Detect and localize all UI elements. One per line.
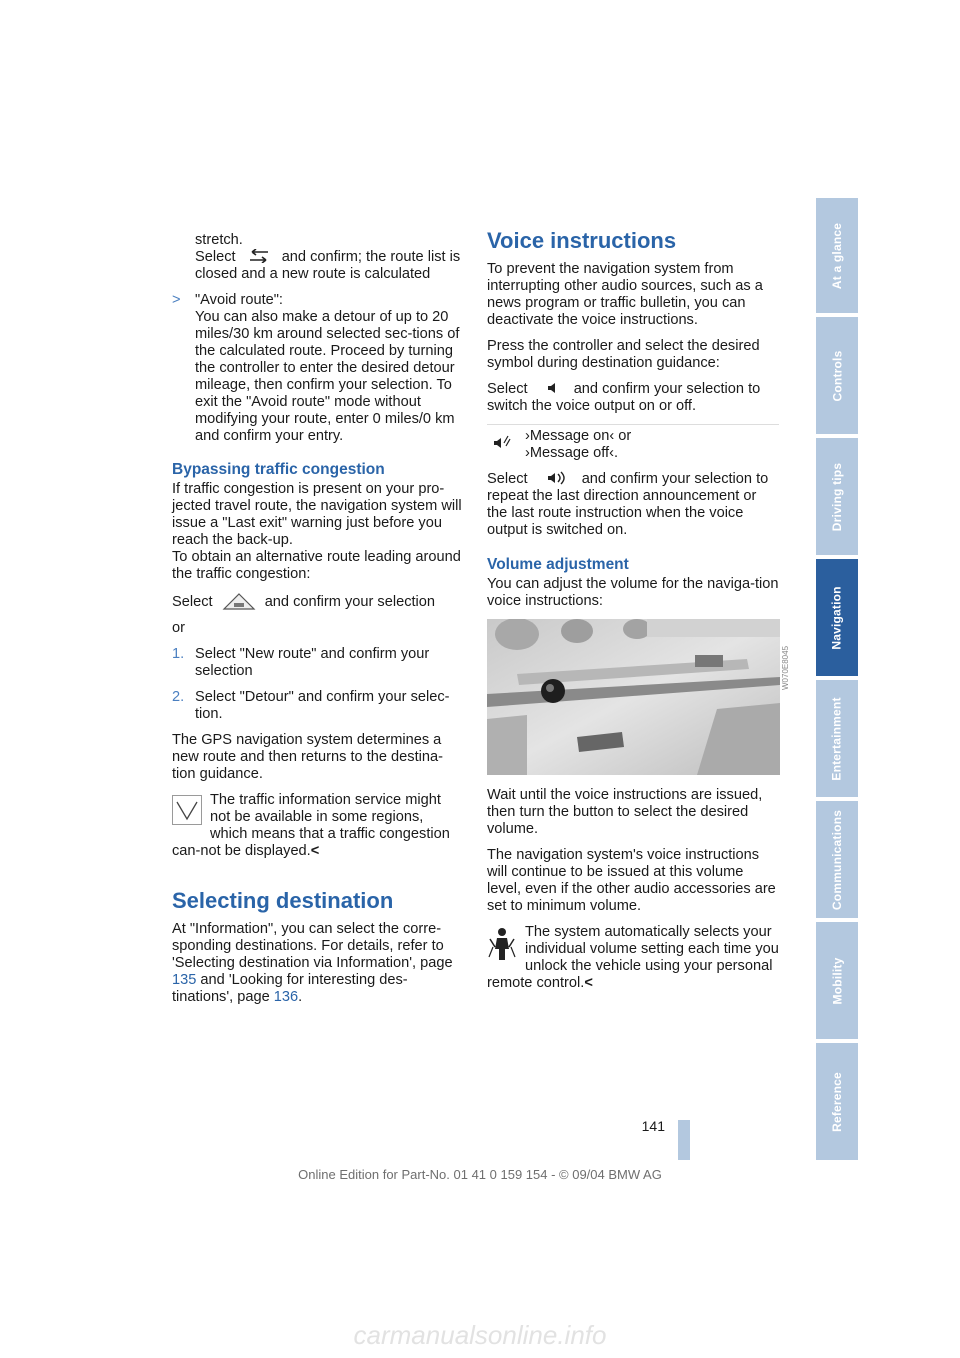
message-on-option: ›Message on‹ or — [525, 428, 632, 444]
or-text: or — [172, 620, 185, 636]
person-note-text: The system automatically selects your individual volume setting each time you unlock the vehicle using your personal remote control. — [487, 924, 779, 991]
return-arrow-icon — [244, 249, 274, 263]
message-off-option: ›Message off‹. — [525, 445, 619, 461]
route-list-continuation — [172, 232, 464, 283]
right-column — [487, 228, 779, 992]
traffic-note — [172, 792, 464, 860]
step-item — [172, 689, 464, 723]
step-number: 2. — [172, 689, 185, 705]
voice-on-off-icon — [536, 381, 566, 395]
step-item — [172, 646, 464, 680]
step-text: Select "New route" and confirm your selection — [195, 646, 430, 679]
page-link-136[interactable]: 136 — [273, 989, 299, 1005]
footer-text: Online Edition for Part-No. 01 41 0 159 154 - © 09/04 BMW AG — [298, 1167, 662, 1182]
step-text: Select "Detour" and confirm your selec-tion. — [195, 689, 450, 722]
volume-paragraph-2: Wait until the voice instructions are issued, then turn the button to select the desired volume. — [487, 787, 763, 837]
gps-text: The GPS navigation system determines a new route and then returns to the destina-tion guidance. — [172, 732, 443, 782]
select-traffic-instruction: Select and confirm your selection — [172, 594, 436, 610]
select-voice-instruction: Select and confirm your selection to switch the voice output on or off. — [487, 381, 761, 414]
person-note — [487, 924, 779, 992]
bypass-paragraph-2: To obtain an alternative route leading around the traffic congestion: — [172, 549, 461, 582]
tab-controls[interactable]: Controls — [816, 317, 858, 434]
photo-code: W070E8045 — [781, 645, 790, 690]
volume-paragraph-3: The navigation system's voice instructions will continue to be issued at this volume level, even if the other audio accessories are set to minimum volume. — [487, 847, 776, 914]
tab-entertainment[interactable]: Entertainment — [816, 680, 858, 797]
note-text: The traffic information service might not be available in some regions, which means that a traffic congestion can-not be displayed. — [172, 792, 450, 859]
footer-bar — [678, 1120, 690, 1160]
bullet-marker: > — [172, 292, 181, 308]
step-number: 1. — [172, 646, 185, 662]
speaker-crossed-icon — [491, 433, 513, 451]
bypass-paragraph-1: If traffic congestion is present on your pro-jected travel route, the navigation system will issue a "Last exit" warning just before you reach the back-up. — [172, 481, 462, 548]
intro-line: stretch. — [195, 232, 243, 248]
tab-at-a-glance[interactable]: At a glance — [816, 198, 858, 313]
selecting-destination-text: At "Information", you can select the corre-sponding destinations. For details, refer to 'Selecting destination via Information', page 135 and 'Looking for interesting des-tinations', page 136. — [172, 921, 453, 1005]
end-mark: < — [310, 843, 320, 859]
avoid-route-text: You can also make a detour of up to 20 miles/30 km around selected sec-tions of the calculated route. Proceed by turning the controller to enter the desired detour mileage, then confirm your selection. To exit the "Avoid route" mode without modifying your route, enter 0 miles/0 km and confirm your entry. — [195, 309, 460, 444]
person-icon — [487, 927, 517, 961]
note-triangle-icon — [172, 795, 202, 825]
tab-communications[interactable]: Communications — [816, 801, 858, 918]
console-photo — [487, 619, 780, 775]
end-mark: < — [584, 975, 593, 991]
tab-driving-tips[interactable]: Driving tips — [816, 438, 858, 555]
tab-navigation[interactable]: Navigation — [816, 559, 858, 676]
avoid-route-title: "Avoid route": — [195, 292, 283, 308]
speaker-repeat-icon — [536, 471, 574, 485]
select-new-route-instruction: Select and confirm; the route list is closed and a new route is calculated — [195, 249, 461, 282]
volume-adjustment-heading: Volume adjustment — [487, 556, 629, 573]
volume-paragraph-1: You can adjust the volume for the naviga-tion voice instructions: — [487, 576, 779, 609]
page-link-135[interactable]: 135 — [172, 972, 197, 988]
tab-mobility[interactable]: Mobility — [816, 922, 858, 1039]
voice-paragraph-2: Press the controller and select the desired symbol during destination guidance: — [487, 338, 760, 371]
tab-reference[interactable]: Reference — [816, 1043, 858, 1160]
left-column — [172, 232, 464, 1015]
voice-paragraph-1: To prevent the navigation system from interrupting other audio sources, such as a news program or traffic bulletin, you can deactivate the voice instructions. — [487, 261, 763, 328]
voice-instructions-heading: Voice instructions — [487, 228, 677, 253]
console-photo-drawing — [487, 619, 780, 775]
traffic-jam-icon — [221, 592, 257, 610]
selecting-destination-heading: Selecting destination — [172, 888, 394, 913]
select-repeat-instruction: Select and confirm your selection to repeat the last direction announcement or the last route instruction when the voice output is switched on. — [487, 471, 769, 538]
page-number: 141 — [641, 1118, 665, 1134]
watermark: carmanualsonline.info — [353, 1320, 607, 1350]
avoid-route-item — [172, 292, 464, 445]
message-toggle-block — [487, 424, 779, 462]
bypass-heading: Bypassing traffic congestion — [172, 461, 385, 478]
